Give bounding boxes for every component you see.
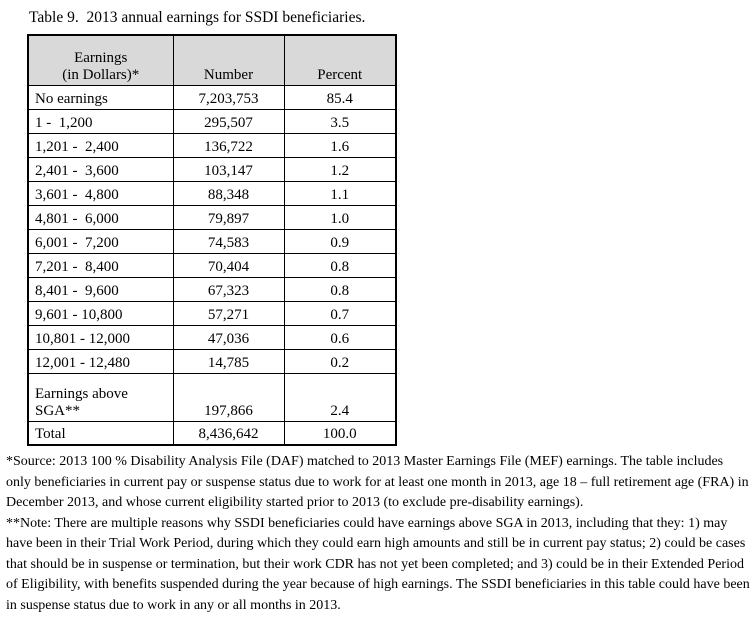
header-number: Number [173, 35, 284, 85]
percent-cell: 1.2 [284, 157, 396, 181]
earnings-range-cell: Total [28, 421, 173, 445]
number-cell: 88,348 [173, 181, 284, 205]
number-cell: 295,507 [173, 109, 284, 133]
number-cell: 197,866 [173, 373, 284, 421]
percent-cell: 100.0 [284, 421, 396, 445]
number-cell: 67,323 [173, 277, 284, 301]
footnotes [6, 452, 750, 616]
header-earnings-line1: Earnings [74, 49, 128, 66]
earnings-range-cell: 12,001 - 12,480 [28, 349, 173, 373]
earnings-range-cell: 6,001 - 7,200 [28, 229, 173, 253]
earnings-range-cell: 2,401 - 3,600 [28, 157, 173, 181]
percent-cell: 0.6 [284, 325, 396, 349]
table-row [28, 181, 396, 205]
header-row [28, 35, 396, 85]
table-row [28, 253, 396, 277]
table-row [28, 109, 396, 133]
header-earnings [28, 35, 173, 85]
table-row [28, 229, 396, 253]
percent-cell: 1.0 [284, 205, 396, 229]
percent-cell: 0.9 [284, 229, 396, 253]
source-footnote [6, 452, 750, 514]
percent-cell: 85.4 [284, 85, 396, 109]
number-cell: 136,722 [173, 133, 284, 157]
page-title: Table 9. 2013 annual earnings for SSDI beneficiaries. [29, 9, 366, 26]
table-row [28, 85, 396, 109]
number-cell: 14,785 [173, 349, 284, 373]
table-row-earnings-above-sga [28, 373, 396, 421]
note-footnote [6, 514, 750, 617]
number-cell: 74,583 [173, 229, 284, 253]
earnings-range-cell: 9,601 - 10,800 [28, 301, 173, 325]
note-footnote-marker: ** [6, 515, 20, 531]
percent-cell: 0.2 [284, 349, 396, 373]
table-row-total [28, 421, 396, 445]
percent-cell: 2.4 [284, 373, 396, 421]
header-percent: Percent [284, 35, 396, 85]
number-cell: 47,036 [173, 325, 284, 349]
number-cell: 57,271 [173, 301, 284, 325]
earnings-range-cell: 10,801 - 12,000 [28, 325, 173, 349]
earnings-range-cell: Earnings above SGA** [28, 373, 173, 421]
header-earnings-line2: (in Dollars)* [62, 66, 140, 83]
earnings-range-cell: No earnings [28, 85, 173, 109]
number-cell: 8,436,642 [173, 421, 284, 445]
earnings-table [27, 34, 397, 446]
table-row [28, 205, 396, 229]
percent-cell: 3.5 [284, 109, 396, 133]
percent-cell: 0.8 [284, 277, 396, 301]
number-cell: 103,147 [173, 157, 284, 181]
earnings-range-cell: 7,201 - 8,400 [28, 253, 173, 277]
percent-cell: 1.6 [284, 133, 396, 157]
table-body [28, 85, 396, 445]
table-header [28, 35, 396, 85]
note-footnote-text: Note: There are multiple reasons why SSDI beneficiaries could have earnings above SGA in 2013, including that they: 1) may have been in their Trial Work Period, during which they could earn high amounts and still be in current pay status; 2) could be cases that should be in suspense or termination, but their work CDR has not yet been completed; and 3) could be in their Extended Period of Eligibility, with benefits suspended during the year because of high earnings. The SSDI beneficiaries in this table could have been in suspense status due to work in any or all months in 2013. [6, 515, 750, 613]
earnings-range-cell: 4,801 - 6,000 [28, 205, 173, 229]
table-row [28, 157, 396, 181]
earnings-range-cell: 1,201 - 2,400 [28, 133, 173, 157]
earnings-range-cell: 3,601 - 4,800 [28, 181, 173, 205]
number-cell: 7,203,753 [173, 85, 284, 109]
table-row [28, 133, 396, 157]
table-row [28, 277, 396, 301]
table-row [28, 301, 396, 325]
earnings-range-cell: 8,401 - 9,600 [28, 277, 173, 301]
number-cell: 70,404 [173, 253, 284, 277]
number-cell: 79,897 [173, 205, 284, 229]
percent-cell: 0.8 [284, 253, 396, 277]
percent-cell: 0.7 [284, 301, 396, 325]
table-row [28, 325, 396, 349]
table-row [28, 349, 396, 373]
percent-cell: 1.1 [284, 181, 396, 205]
earnings-range-cell: 1 - 1,200 [28, 109, 173, 133]
source-footnote-marker: * [6, 454, 13, 469]
source-footnote-text: Source: 2013 100 % Disability Analysis File (DAF) matched to 2013 Master Earnings File (MEF) earnings. The table includes only beneficiaries in current pay or suspense status due to work for at least one month in 2013, age 18 – full retirement age (FRA) in December 2013, and whose current eligibility started prior to 2013 (to exclude pre-disability earnings). [6, 454, 749, 510]
